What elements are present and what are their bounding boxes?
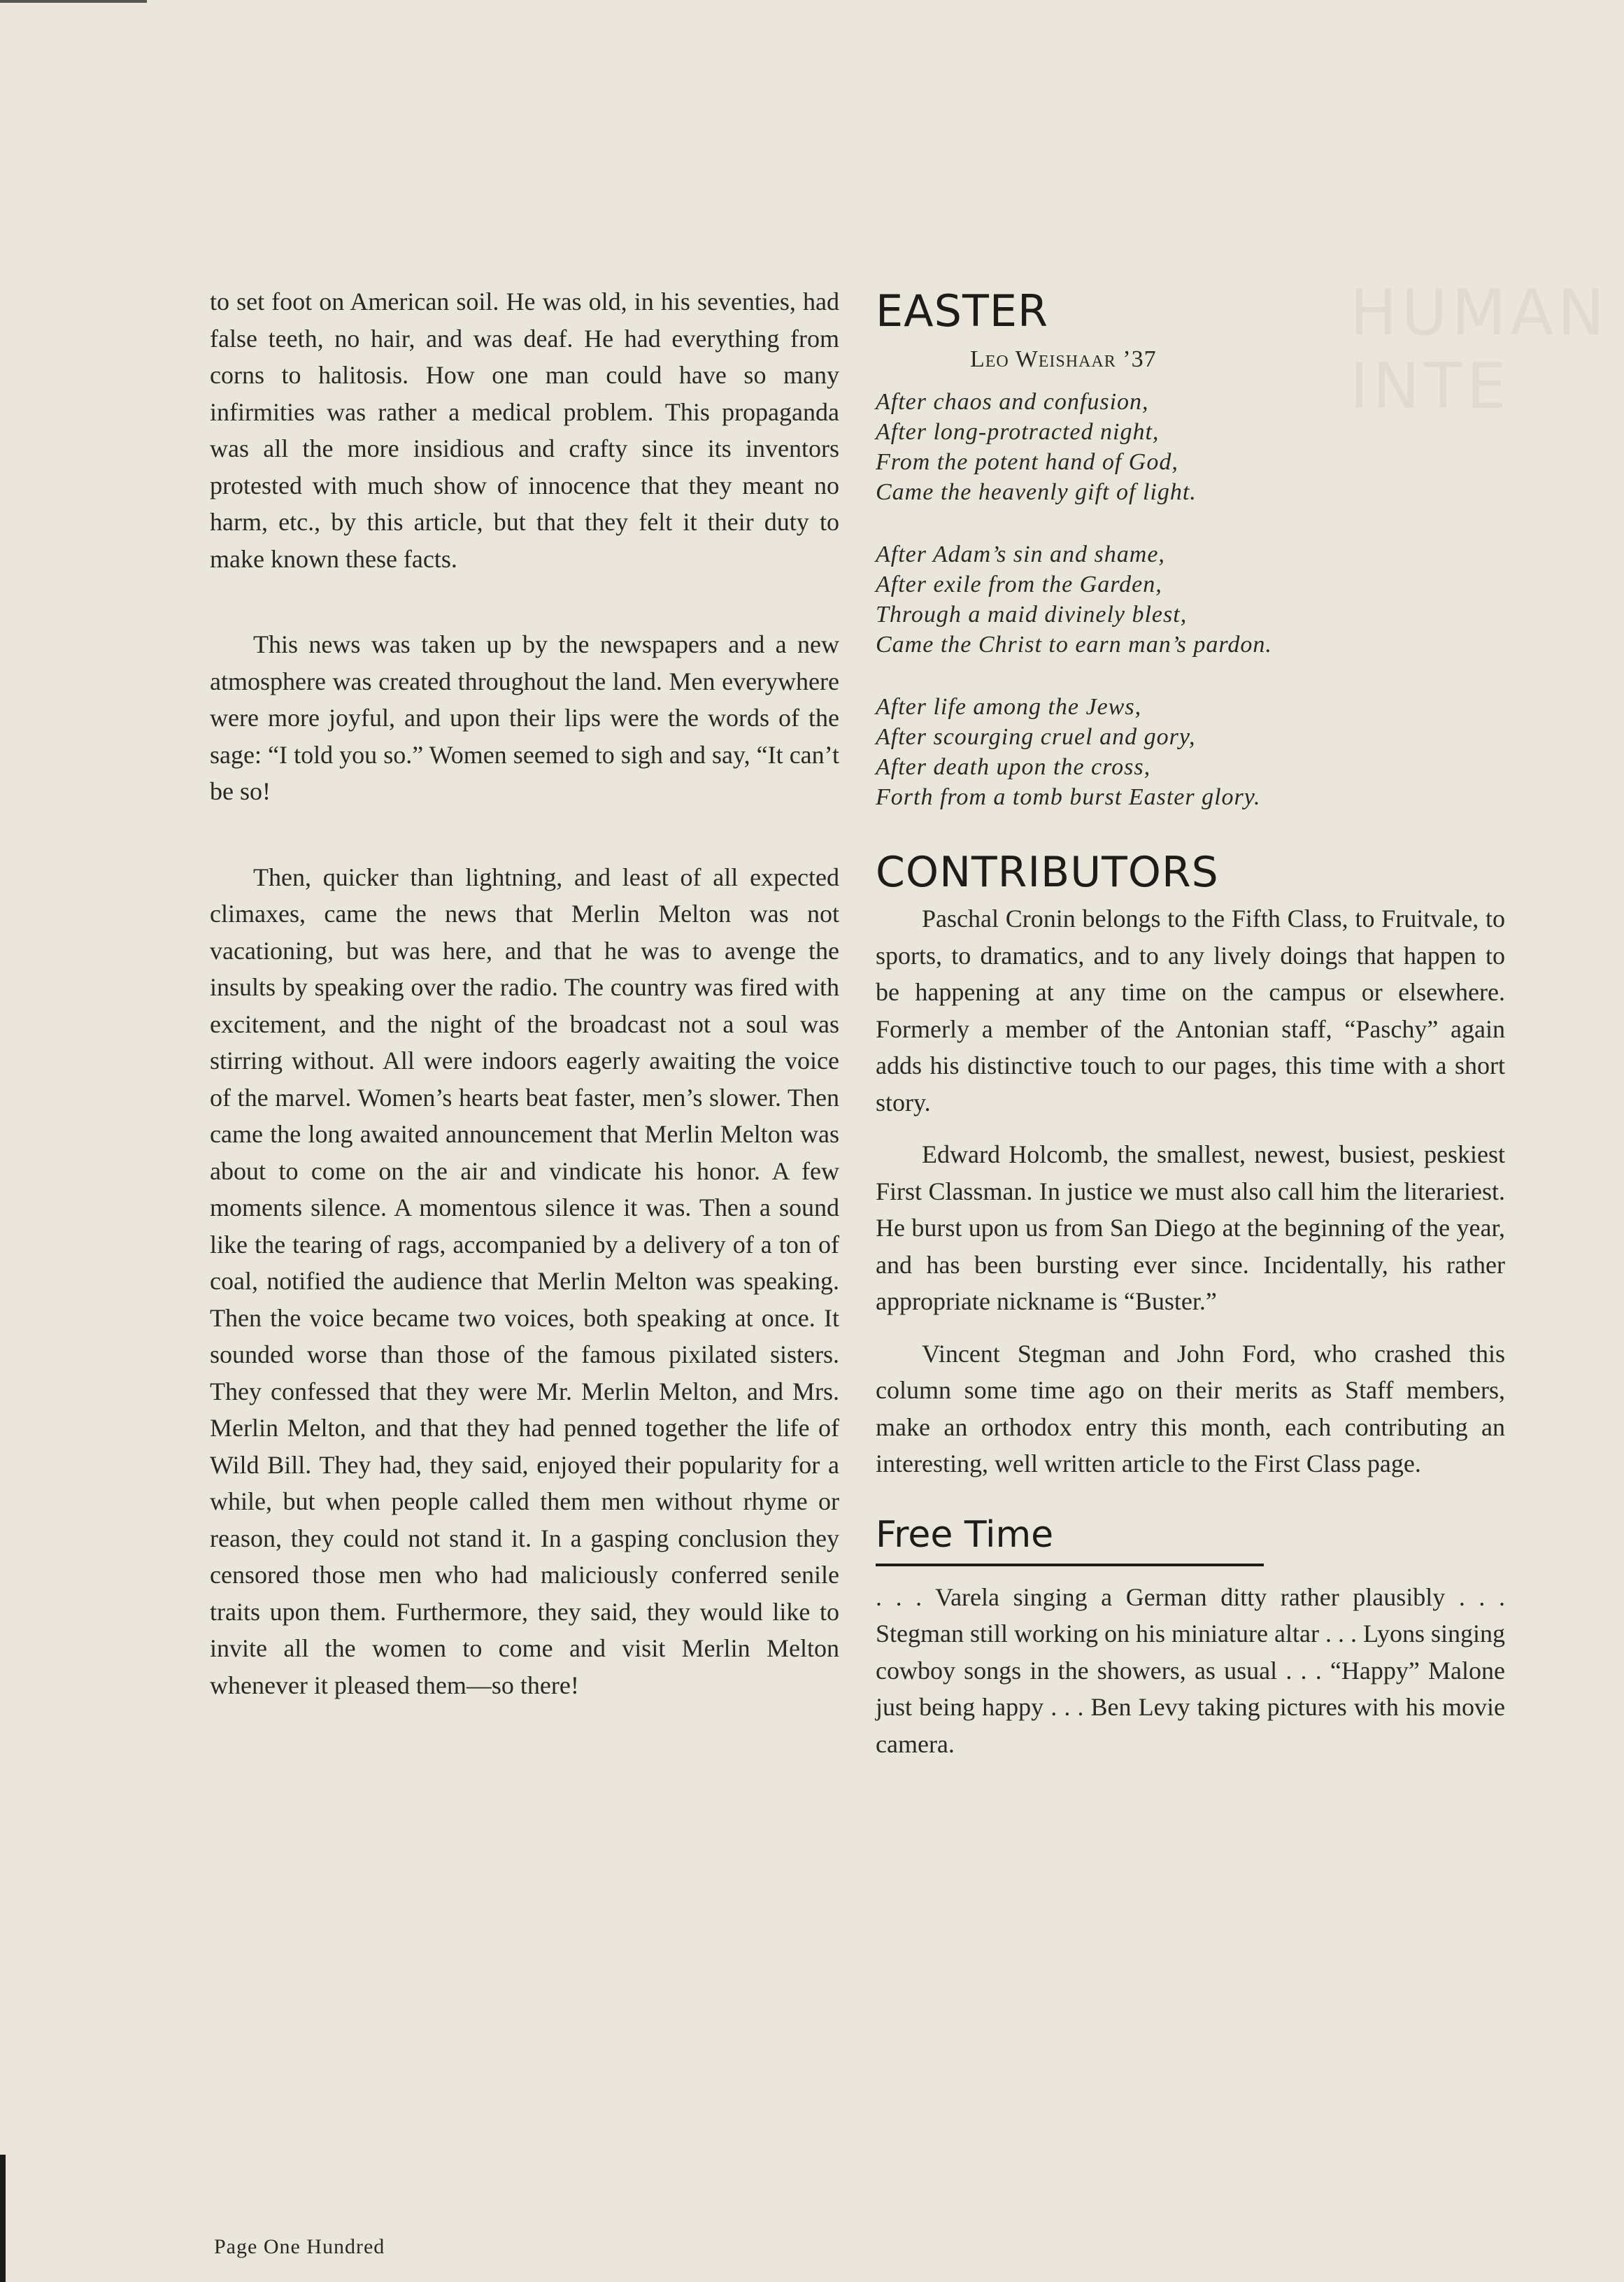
poem-line: From the potent hand of God, [876, 449, 1178, 475]
poem-line: After Adam’s sin and shame, [876, 541, 1165, 567]
story-paragraph-1: to set foot on American soil. He was old, in his seventies, had false teeth, no hair, and was deaf. He had everything from corns to halitosis. How one man could have so many infirmities was rather a medical problem. This propaganda was all the more insidious and crafty since its inventors protested with much show of innocence that they meant no harm, etc., by this article, but that they felt it their duty to make known these facts. [210, 288, 839, 573]
poem-author: Leo Weishaar ’37 [970, 346, 1157, 372]
poem-line: After long-protracted night, [876, 419, 1160, 445]
contributor-paragraph-1: Paschal Cronin belongs to the Fifth Class, to Fruitvale, to sports, to dramatics, and to any lively doings that happen to be happening at any time on the campus or elsewhere. Formerly a member of the Antonian staff, “Paschy” again adds his distinctive touch to our pages, this time with a short story. [876, 905, 1505, 1117]
free-time-text: . . . Varela singing a German ditty rather plausibly . . . Stegman still working on his miniature altar . . . Lyons singing cowboy songs in the showers, as usual . . . “Happy” Malone just being happy . . . Ben Levy taking pictures with his movie camera. [876, 1582, 1505, 1758]
story-paragraph-3: Then, quicker than lightning, and least of all expected climaxes, came the news that Merlin Melton was not vacationing, but was here, and that he was to avenge the insults by speaking over the radio. The country was fired with excitement, and the night of the broadcast not a soul was stirring without. All were indoors eagerly awaiting the voice of the marvel. Women’s hearts beat faster, men’s slower. Then came the long awaited announcement that Merlin Melton was about to come on the air and vindicate his honor. A few moments silence. A momentous silence it was. Then a sound like the tearing of rags, accompanied by a delivery of a ton of coal, notified the audience that Merlin Melton was speaking. Then the voice became two voices, both speaking at once. It sounded worse than those of the famous pixilated sisters. They confessed that they were Mr. Merlin Melton, and Mrs. Merlin Melton, and that they had penned together the life of Wild Bill. They had, they said, enjoyed their popularity for a while, but when people called them men without rhyme or reason, they could not stand it. In a gasping conclusion they censored those men who had maliciously conferred senile traits upon them. Furthermore, they said, they would like to invite all the women to come and visit Merlin Melton whenever it pleased them—so there! [210, 863, 839, 1699]
story-paragraph-2: This news was taken up by the newspapers and a new atmosphere was created throughout the land. Men everywhere were more joyful, and upon their lips were the words of the sage: “I told you so.” Women seemed to sigh and say, “It can’t be so! [210, 630, 839, 805]
poem-stanza-2 [876, 539, 1505, 660]
binding-edge [0, 2155, 6, 2282]
poem-line: After chaos and confusion, [876, 389, 1149, 415]
contributors-title: CONTRIBUTORS [876, 848, 1219, 897]
contributor-paragraph-2: Edward Holcomb, the smallest, newest, busiest, peskiest First Classman. In justice we must also call him the literariest. He burst upon us from San Diego at the beginning of the year, and has been bursting ever since. Incidentally, his rather appropriate nickname is “Buster.” [876, 1140, 1505, 1315]
poem-line: Through a maid divinely blest, [876, 602, 1188, 628]
left-column [210, 283, 839, 1703]
poem-line: After scourging cruel and gory, [876, 724, 1196, 750]
poem-line: Forth from a tomb burst Easter glory. [876, 784, 1261, 810]
poem-stanza-1 [876, 387, 1505, 507]
easter-poem [876, 387, 1505, 812]
page-number: Page One Hundred [214, 2235, 385, 2258]
poem-line: Came the Christ to earn man’s pardon. [876, 632, 1272, 658]
right-column [876, 283, 1505, 1762]
poem-line: After death upon the cross, [876, 754, 1151, 780]
poem-line: After exile from the Garden, [876, 572, 1162, 597]
free-time-title: Free Time [876, 1513, 1054, 1556]
poem-line: Came the heavenly gift of light. [876, 479, 1197, 505]
poem-stanza-3 [876, 692, 1505, 812]
easter-title: EASTER [876, 285, 1049, 336]
title-underline [876, 1564, 1264, 1566]
contributor-paragraph-3: Vincent Stegman and John Ford, who crashed this column some time ago on their merits as Staff members, make an orthodox entry this month, each contributing an interesting, well written article to the First Class page. [876, 1339, 1505, 1477]
top-edge-mark [0, 0, 147, 3]
poem-line: After life among the Jews, [876, 694, 1142, 720]
bleed-through-text: HUMAN INTE [1350, 276, 1609, 423]
